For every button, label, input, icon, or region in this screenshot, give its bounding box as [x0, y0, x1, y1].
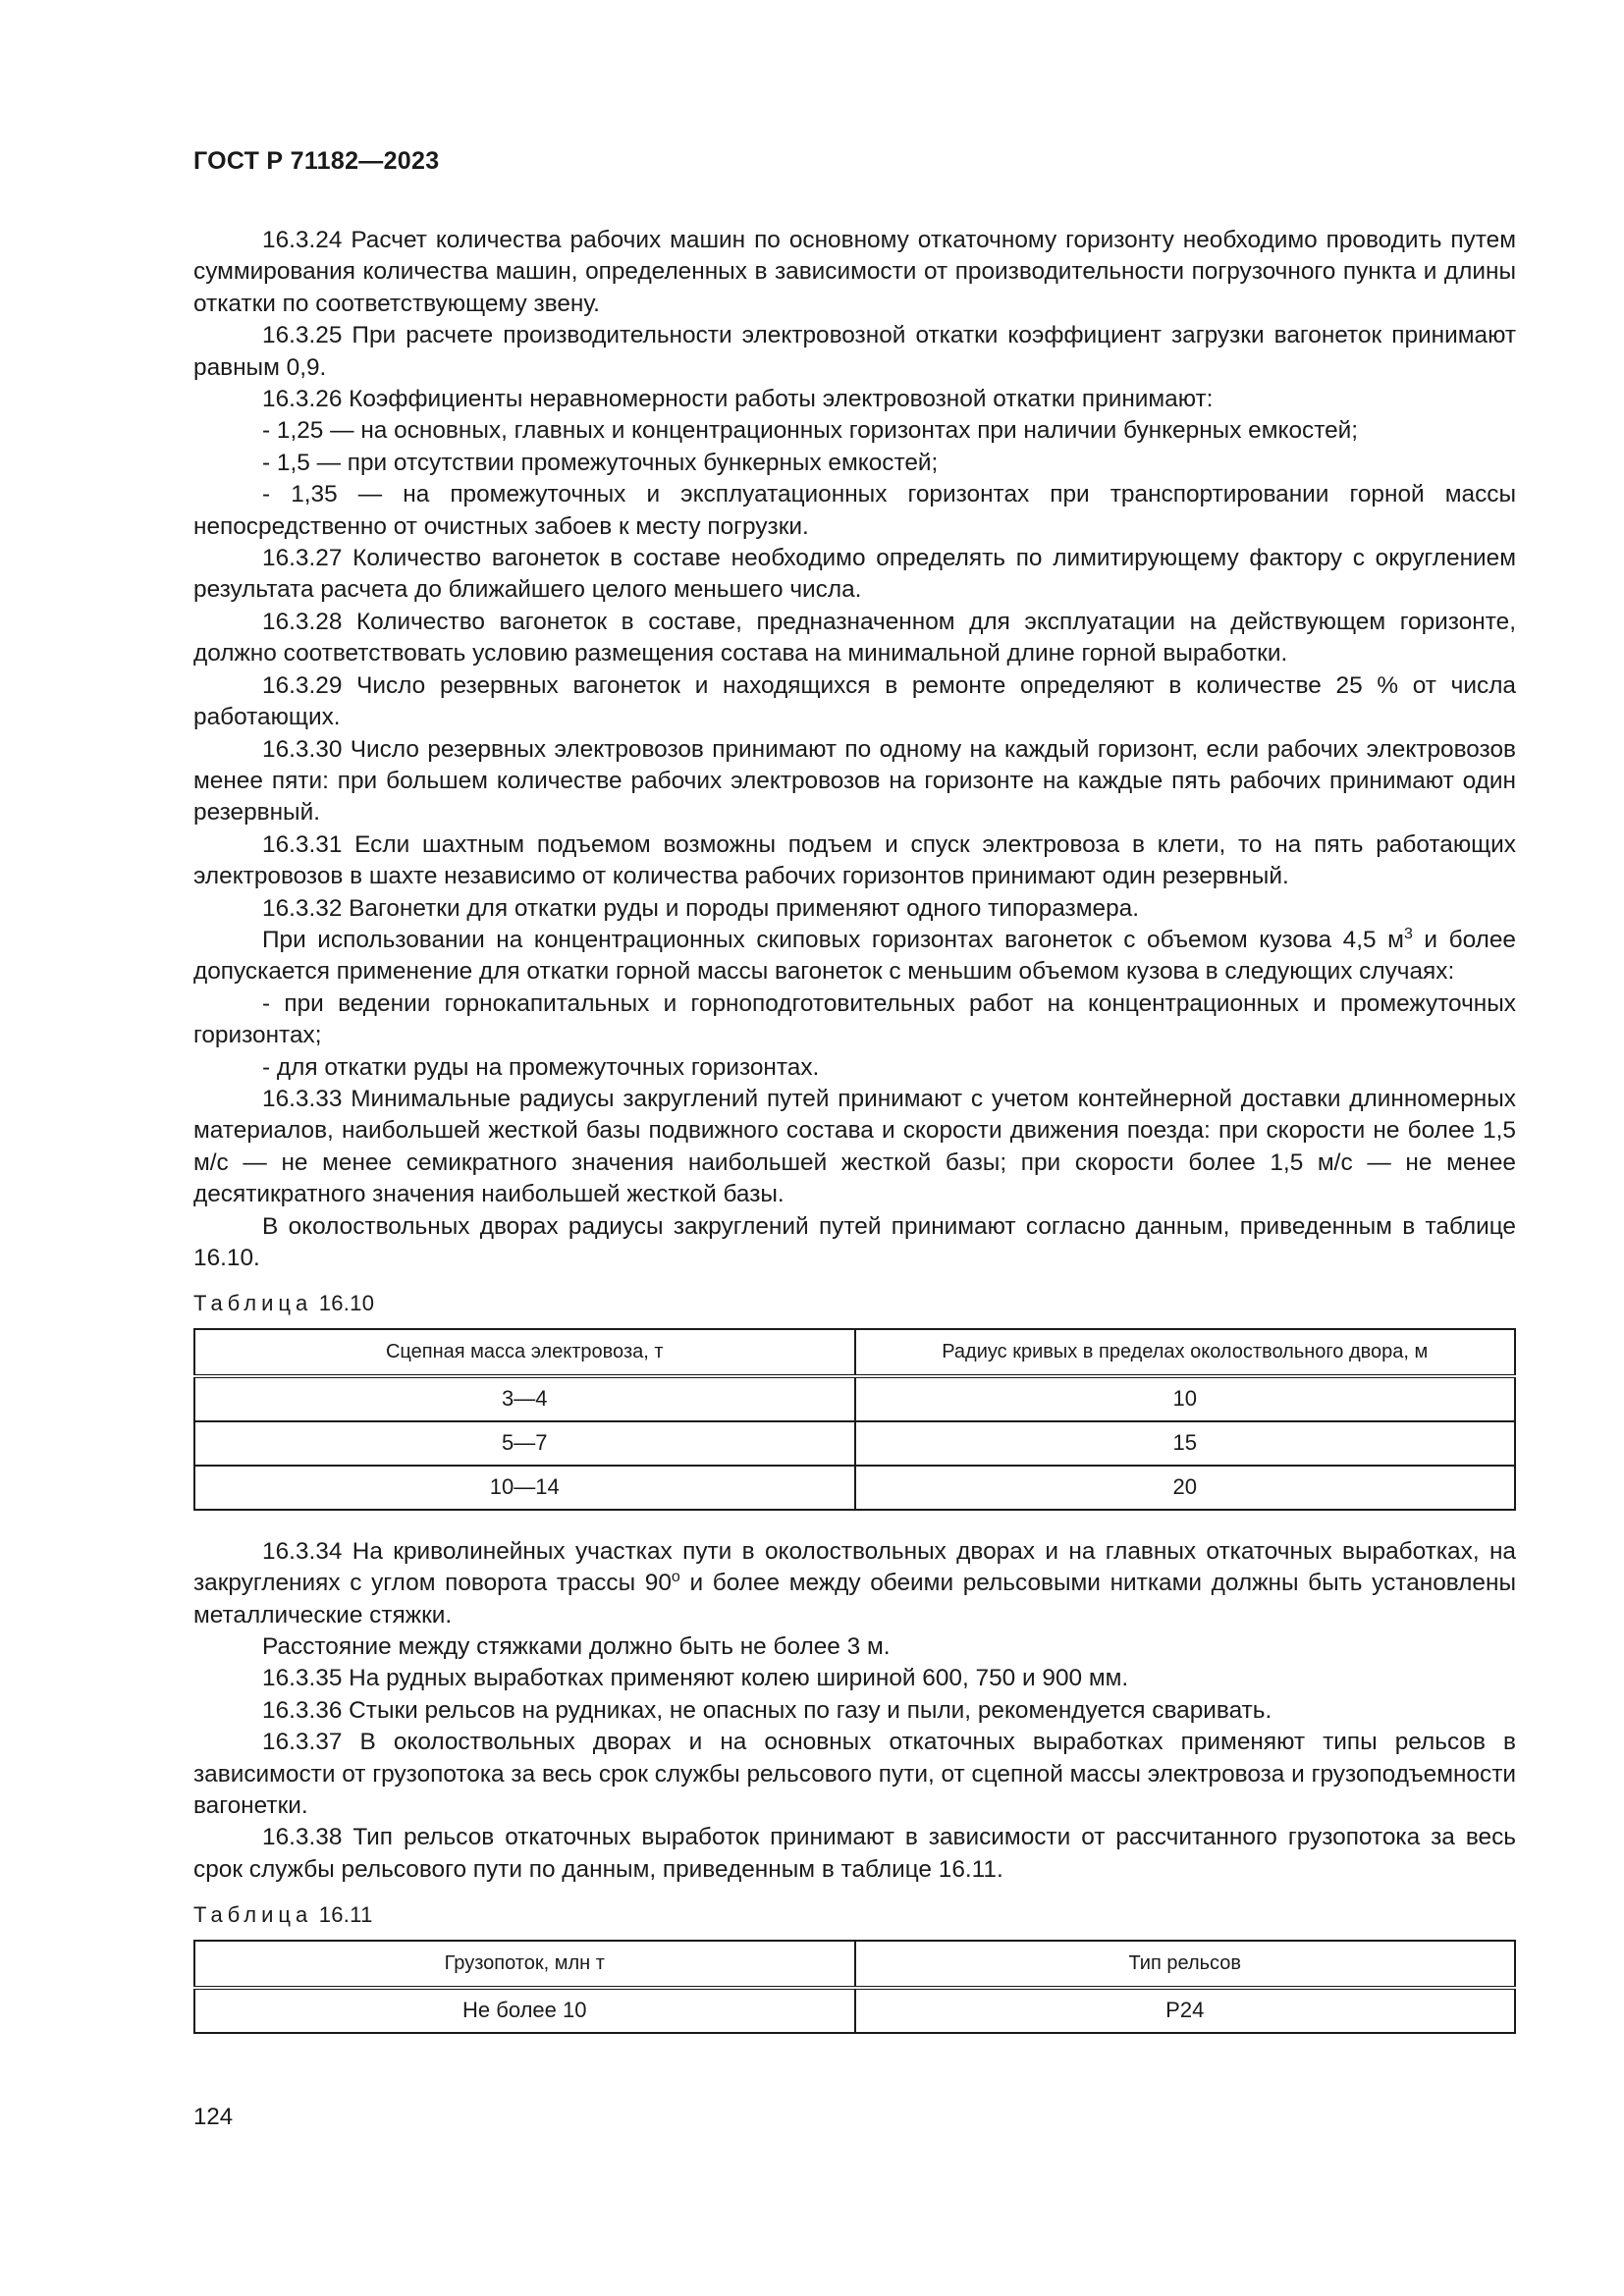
table-caption-word: Таблица	[193, 1902, 313, 1928]
table-cell: 15	[855, 1421, 1516, 1466]
table-16-11	[193, 1940, 1516, 2034]
paragraph: 16.3.32 Вагонетки для откатки руды и породы применяют одного типоразмера.	[262, 894, 1139, 922]
paragraph-text: При использовании на концентрационных скиповых горизонтах вагонеток с объемом кузова 4,5 м	[262, 926, 1404, 953]
table-row	[194, 1376, 1515, 1421]
list-item: - 1,35 — на промежуточных и эксплуатационных горизонтах при транспортировании горной массы непосредственно от очистных забоев к месту погрузки.	[193, 481, 1516, 540]
table-header-cell: Грузопоток, млн т	[194, 1941, 855, 1988]
document-header: ГОСТ Р 71182—2023	[193, 147, 440, 175]
superscript: о	[671, 1569, 680, 1586]
paragraph: 16.3.28 Количество вагонеток в составе, предназначенном для эксплуатации на действующем горизонте, должно соответствовать условию размещения состава на минимальной длине горной выработки.	[193, 608, 1516, 667]
table-header-row	[194, 1329, 1515, 1376]
table-cell: 5—7	[194, 1421, 855, 1466]
table-header-row	[194, 1941, 1515, 1988]
table-cell: Не более 10	[194, 1988, 855, 2033]
paragraph-text: 16.3.34 На криволинейных участках пути в околоствольных дворах и на главных откаточных выработках, на закруглениях с углом поворота трассы 90	[193, 1537, 1516, 1597]
paragraph: 16.3.29 Число резервных вагонеток и находящихся в ремонте определяют в количестве 25 % от числа работающих.	[193, 671, 1516, 731]
paragraph: 16.3.27 Количество вагонеток в составе необходимо определять по лимитирующему фактору с округлением результата расчета до ближайшего целого меньшего числа.	[193, 545, 1516, 604]
table-cell: 20	[855, 1466, 1516, 1510]
table-caption	[193, 1899, 1516, 1931]
paragraph: 16.3.38 Тип рельсов откаточных выработок принимают в зависимости от рассчитанного грузопотока за весь срок службы рельсового пути по данным, приведенным в таблице 16.11.	[193, 1824, 1516, 1883]
paragraph: 16.3.36 Стыки рельсов на рудниках, не опасных по газу и пыли, рекомендуется сваривать.	[262, 1696, 1272, 1724]
paragraph: 16.3.37 В околоствольных дворах и на основных откаточных выработках применяют типы рельсов в зависимости от грузопотока за весь срок службы рельсового пути, от сцепной массы электровоза и грузоподъемности вагонетки.	[193, 1729, 1516, 1820]
table-caption-number: 16.10	[318, 1291, 375, 1316]
superscript: 3	[1403, 925, 1413, 942]
list-item: - 1,25 — на основных, главных и концентрационных горизонтах при наличии бункерных емкостей;	[262, 417, 1359, 445]
paragraph: 16.3.30 Число резервных электровозов принимают по одному на каждый горизонт, если рабочих электровозов менее пяти: при большем количестве рабочих электровозов на горизонте на каждые пять рабочих принимают один резервный.	[193, 735, 1516, 827]
paragraph: 16.3.25 При расчете производительности электровозной откатки коэффициент загрузки вагонеток принимают равным 0,9.	[193, 322, 1516, 381]
table-caption	[193, 1288, 1516, 1319]
table-cell: 10	[855, 1376, 1516, 1421]
paragraph: 16.3.31 Если шахтным подъемом возможны подъем и спуск электровоза в клети, то на пять работающих электровозов в шахте независимо от количества рабочих горизонтов принимают один резервный.	[193, 830, 1516, 890]
table-cell: 10—14	[194, 1466, 855, 1510]
paragraph: В околоствольных дворах радиусы закруглений путей принимают согласно данным, приведенным в таблице 16.10.	[193, 1212, 1516, 1271]
list-item: - 1,5 — при отсутствии промежуточных бункерных емкостей;	[262, 449, 939, 476]
page-number: 124	[193, 2104, 234, 2130]
list-item: - при ведении горнокапитальных и горноподготовительных работ на концентрационных и промежуточных горизонтах;	[193, 989, 1516, 1049]
table-header-cell: Радиус кривых в пределах околоствольного двора, м	[855, 1329, 1516, 1376]
table-header-cell: Сцепная масса электровоза, т	[194, 1329, 855, 1376]
document-body	[193, 225, 1516, 2034]
table-caption-word: Таблица	[193, 1291, 313, 1316]
table-row	[194, 1421, 1515, 1466]
paragraph: 16.3.33 Минимальные радиусы закруглений путей принимают с учетом контейнерной доставки длинномерных материалов, наибольшей жесткой базы подвижного состава и скорости движения поезда: при скорости не более 1,5 м/с — не менее семикратного значения наибольшей жесткой базы; при скорости более 1,5 м/с — не менее десятикратного значения наибольшей жесткой базы.	[193, 1085, 1516, 1208]
paragraph: 16.3.24 Расчет количества рабочих машин по основному откаточному горизонту необходимо проводить путем суммирования количества машин, определенных в зависимости от производительности погрузочного пункта и длины откатки по соответствующему звену.	[193, 227, 1516, 317]
list-item: - для откатки руды на промежуточных горизонтах.	[262, 1053, 820, 1081]
paragraph: Расстояние между стяжками должно быть не более 3 м.	[262, 1633, 891, 1661]
paragraph	[193, 1536, 1516, 1631]
paragraph: 16.3.26 Коэффициенты неравномерности работы электровозной откатки принимают:	[262, 386, 1214, 413]
table-row	[194, 1988, 1515, 2033]
table-16-10	[193, 1328, 1516, 1511]
paragraph	[193, 925, 1516, 988]
table-cell: Р24	[855, 1988, 1516, 2033]
paragraph: 16.3.35 На рудных выработках применяют колею шириной 600, 750 и 900 мм.	[262, 1665, 1129, 1692]
table-header-cell: Тип рельсов	[855, 1941, 1516, 1988]
table-cell: 3—4	[194, 1376, 855, 1421]
table-caption-number: 16.11	[318, 1902, 373, 1928]
paragraph-text: и более между обеими рельсовыми нитками должны быть установлены металлические стяжки.	[193, 1570, 1516, 1629]
table-row	[194, 1466, 1515, 1510]
paragraph-text: и более допускается применение для откатки горной массы вагонеток с меньшим объемом кузова в следующих случаях:	[193, 926, 1516, 986]
